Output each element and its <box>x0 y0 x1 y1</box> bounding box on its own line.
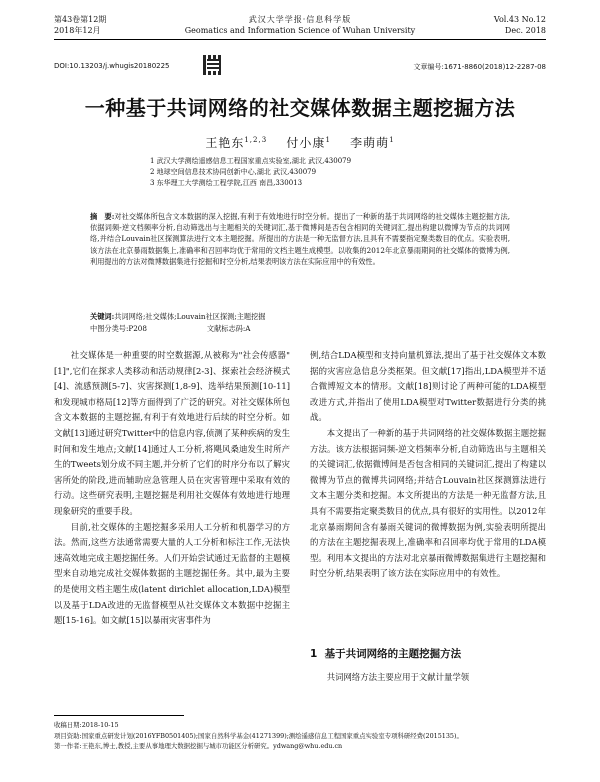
keywords-label: 关键词: <box>90 312 115 321</box>
volume-issue-en: Vol.43 No.12 <box>493 15 546 24</box>
author-affil-mark: 1,2,3 <box>244 136 268 144</box>
author-name: 王艳东 <box>205 136 245 150</box>
affiliations <box>150 156 480 189</box>
keywords-text: 共词网络;社交媒体;Louvain社区探测;主题挖掘 <box>114 312 266 321</box>
footnote-received: 收稿日期:2018-10-15 <box>54 721 119 729</box>
body-paragraph: 例,结合LDA模型和支持向量机算法,提出了基于社交媒体文本数据的灾害应急信息分类框架。但文献[17]指出,LDA模型并不适合微博短文本的情形。文献[18]则讨论了两种可能的LDA模型改进方式,并指出了使用LDA模型对Twitter数据进行分类的挑战。 <box>310 350 546 423</box>
clc-number: 中图分类号:P208 <box>90 324 147 333</box>
classification <box>90 323 310 334</box>
abstract-label: 摘 要: <box>90 212 115 221</box>
affiliation-line: 2 地球空间信息技术协同创新中心,湖北 武汉,430079 <box>150 168 317 176</box>
footnote-rule <box>54 715 184 716</box>
abstract-text: 对社交媒体所包含文本数据的深入挖掘,有利于有效地进行时空分析。提出了一种新的基于共词网络的社交媒体主题挖掘方法,依据词频-逆文档频率分析,自动筛选出与主题相关的关键词汇,基于微博间是否包含相同的关键词汇,提出构建以微博为节点的共词网络,并结合Louvain社区探测算法进行文本主题挖掘。所提出的方法是一种无监督方法,且具有不需要指定聚类数目的优点。实验表明,该方法在北京暴雨数据集上,准确率和召回率均优于常用的文档主题生成模型。以收集的2012年北京暴雨期间的社交媒体的微博为例,利用提出的方法对微博数据集进行挖掘和时空分析,结果表明该方法在实际应用中的有效性。 <box>90 212 510 266</box>
section-heading <box>310 646 461 661</box>
date-cn: 2018年12月 <box>54 26 101 35</box>
body-paragraph: 社交媒体是一种重要的时空数据源,从被称为"社会传感器"[1]",它们在探求人类移动和活动规律[2-3]、探索社会经济模式[4]、流感预测[5-7]、灾害探测[1,8-9]、选举结果预测[10-11]和发现城市格局[12]等方面得到了广泛的研究。对社交媒体所包含文本数据的主题挖掘,有利于有效地进行后续的时空分析。如文献[13]通过研究Twitter中的信息内容,侦测了某种疾病的发生时间和发生地点;文献[14]通过人工分析,将飓风桑迪发生时所产生的Tweets划分成不同主题,并分析了它们的时序分布以了解灾害所处的阶段,进而辅助应急管理人员在灾害管理中采取有效的行动。这些研究表明,主题挖掘是利用社交媒体有效地进行地理现象研究的重要手段。 <box>54 350 290 516</box>
article-number: 文章编号:1671-8860(2018)12-2287-08 <box>413 63 546 71</box>
header-volume-en <box>494 14 546 36</box>
keywords <box>90 311 510 322</box>
body-column-left <box>54 348 290 629</box>
section-title: 基于共词网络的主题挖掘方法 <box>324 648 462 660</box>
author-affil-mark: 1 <box>389 136 395 144</box>
footnote-funding: 项目资助:国家重点研发计划(2016YFB0501405);国家自然科学基金(41271399);测绘遥感信息工程国家重点实验室专项科研经费(2015135)。 <box>54 731 463 740</box>
footnote-author: 第一作者:王艳东,博士,教授,主要从事地理大数据挖掘与城市功能区分析研究。ydwang@whu.edu.cn <box>54 742 343 750</box>
body-paragraph: 目前,社交媒体的主题挖掘多采用人工分析和机器学习的方法。然而,这些方法通常需要大量的人工分析和标注工作,无法快速高效地完成主题挖掘任务。人们开始尝试通过无监督的主题模型来自动地完成社交媒体数据的主题挖掘任务。其中,最为主要的是使用文档主题生成(latent dirichlet allocation,LDA)模型以及基于LDA改进的无监督模型从社交媒体文本数据中挖掘主题[15-16]。如文献[15]以暴雨灾害事件为 <box>54 521 290 626</box>
journal-name-en: Geomatics and Information Science of Wuhan University <box>184 26 416 35</box>
body-column-right <box>310 348 546 582</box>
body-paragraph: 本文提出了一种新的基于共词网络的社交媒体数据主题挖掘方法。该方法根据词频-逆文档频率分析,自动筛选出与主题相关的关键词汇,依据微博间是否包含相同的关键词汇,提出了构建以微博为节点的微博共词网络;并结合Louvain社区探测算法进行文本主题分类和挖掘。本文所提出的方法是一种无监督方法,且具有不需要指定聚类数目的优点,具有很好的实用性。以2012年北京暴雨期间含有暴雨关键词的微博数据为例,实验表明所提出的方法在主题挖掘表现上,准确率和召回率均优于常用的LDA模型。利用本文提出的方法对北京暴雨微博数据集进行主题挖掘和时空分析,结果表明了该方法在实际应用中的有效性。 <box>310 427 546 579</box>
volume-issue-cn: 第43卷第12期 <box>54 15 107 24</box>
journal-name-cn: 武汉大学学报·信息科学版 <box>248 15 352 24</box>
author-name: 付小康 <box>286 136 326 150</box>
section-body: 共词网络方法主要应用于文献计量学领 <box>326 672 470 682</box>
affiliation-line: 1 武汉大学测绘遥感信息工程国家重点实验室,湖北 武汉,430079 <box>150 157 352 165</box>
qr-code-icon <box>203 55 223 75</box>
section-number: 1 <box>310 648 318 660</box>
abstract <box>90 211 510 267</box>
footnotes <box>54 720 546 752</box>
doi[interactable]: DOI:10.13203/j.whugis20180225 <box>54 62 170 70</box>
header-rule <box>54 39 546 40</box>
header-journal <box>150 14 450 36</box>
header-volume-cn <box>54 14 106 36</box>
document-code: 文献标志码:A <box>206 324 251 333</box>
date-en: Dec. 2018 <box>504 26 546 35</box>
author-affil-mark: 1 <box>325 136 331 144</box>
author-list <box>54 134 546 151</box>
author-name: 李萌萌 <box>350 136 390 150</box>
paper-title: 一种基于共词网络的社交媒体数据主题挖掘方法 <box>84 96 516 120</box>
affiliation-line: 3 东华理工大学测绘工程学院,江西 南昌,330013 <box>150 179 303 187</box>
